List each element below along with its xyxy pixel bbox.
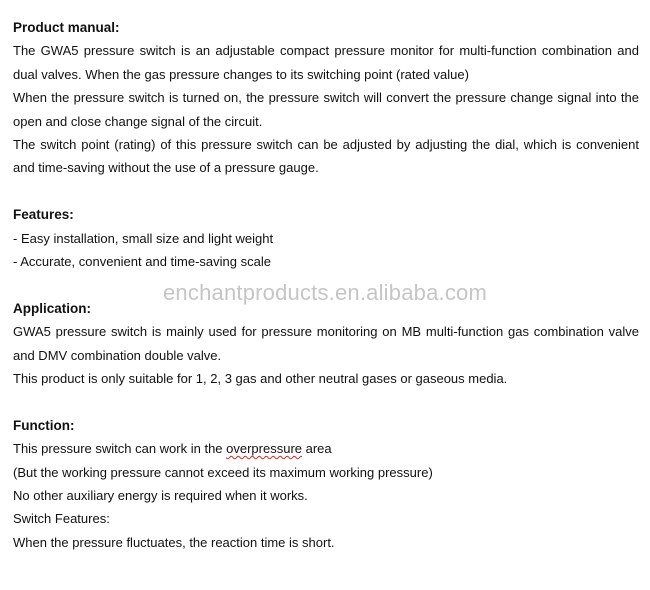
function-line-1-start: This pressure switch can work in the: [13, 441, 227, 457]
product-manual-paragraph-3: The switch point (rating) of this pressure switch can be adjusted by adjusting the dial, which is convenient and time-saving without the use of a pressure gauge.: [13, 137, 639, 176]
watermark-text: enchantproducts.en.alibaba.com: [163, 280, 487, 305]
application-paragraph-2: This product is only suitable for 1, 2, 3 gas and other neutral gases or gaseous media.: [13, 371, 508, 387]
document-body: [13, 16, 639, 554]
features-item-2: - Accurate, convenient and time-saving scale: [13, 254, 271, 270]
product-manual-section: [13, 16, 639, 180]
features-section: [13, 203, 639, 273]
function-heading: Function:: [13, 417, 75, 433]
product-manual-paragraph-2: When the pressure switch is turned on, the pressure switch will convert the pressure change signal into the open and close change signal of the circuit.: [13, 90, 639, 129]
features-heading: Features:: [13, 207, 74, 223]
features-item-1: - Easy installation, small size and light weight: [13, 230, 274, 246]
function-line-3: No other auxiliary energy is required when it works.: [13, 488, 308, 504]
application-paragraph-1: GWA5 pressure switch is mainly used for pressure monitoring on MB multi-function gas combination valve and DMV combination double valve.: [13, 324, 639, 363]
application-section: [13, 297, 639, 391]
product-manual-paragraph-1: The GWA5 pressure switch is an adjustable compact pressure monitor for multi-function combination and dual valves. When the gas pressure changes to its switching point (rated value): [13, 43, 639, 82]
function-line-1-end: area: [302, 441, 332, 457]
function-section: [13, 414, 639, 554]
spellcheck-underlined-word: overpressure: [226, 441, 303, 457]
function-line-5: When the pressure fluctuates, the reaction time is short.: [13, 534, 335, 550]
function-line-2: (But the working pressure cannot exceed its maximum working pressure): [13, 464, 433, 480]
product-manual-heading: Product manual:: [13, 20, 120, 35]
function-line-1: [13, 437, 639, 460]
application-heading: Application:: [13, 300, 91, 316]
function-line-4: Switch Features:: [13, 511, 110, 527]
